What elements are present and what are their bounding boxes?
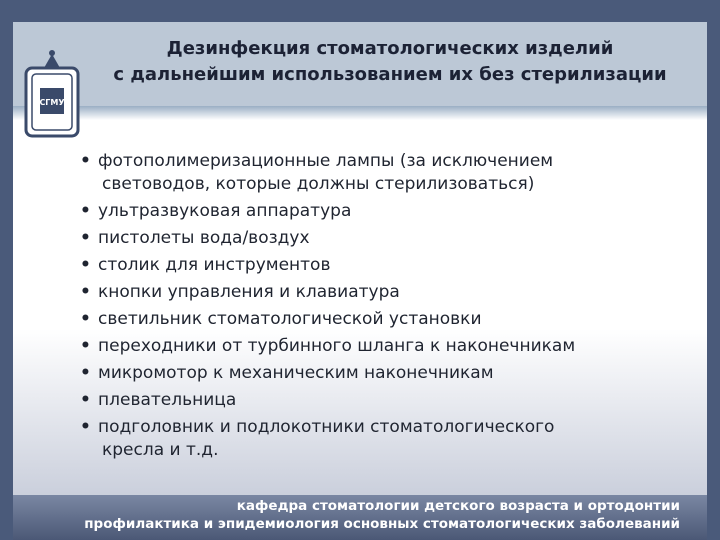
logo-text: СГМУ <box>39 98 65 107</box>
header-stripe <box>13 106 707 120</box>
item-text: микромотор к механическим наконечникам <box>98 363 494 383</box>
slide-title-line-2: с дальнейшим использованием их без стерилизации <box>113 64 667 85</box>
item-text-continuation: кресла и т.д. <box>102 440 219 460</box>
item-text-continuation: световодов, которые должны стерилизоваться) <box>102 174 535 194</box>
item-text: фотополимеризационные лампы (за исключением <box>98 151 554 171</box>
list-item <box>80 389 680 412</box>
list-item <box>80 416 680 462</box>
list-item <box>80 200 680 223</box>
footer-department: кафедра стоматологии детского возраста и ортодонтии <box>236 498 680 514</box>
frame-right <box>707 0 720 540</box>
item-list <box>80 150 680 466</box>
list-item <box>80 308 680 331</box>
bullet: • <box>80 390 91 410</box>
list-item <box>80 335 680 358</box>
item-text: кнопки управления и клавиатура <box>98 282 400 302</box>
item-text: светильник стоматологической установки <box>98 309 482 329</box>
item-text: ультразвуковая аппаратура <box>98 201 352 221</box>
slide-title-line-1: Дезинфекция стоматологических изделий <box>166 38 614 59</box>
bullet: • <box>80 282 91 302</box>
item-text: переходники от турбинного шланга к наконечникам <box>98 336 576 356</box>
list-item <box>80 227 680 250</box>
footer-subject: профилактика и эпидемиология основных стоматологических заболеваний <box>84 516 680 532</box>
item-text: пистолеты вода/воздух <box>98 228 310 248</box>
item-text: столик для инструментов <box>98 255 331 275</box>
list-item <box>80 281 680 304</box>
list-item <box>80 254 680 277</box>
bullet: • <box>80 417 91 437</box>
item-text: подголовник и подлокотники стоматологического <box>98 417 555 437</box>
list-item <box>80 150 680 196</box>
frame-left <box>0 0 13 540</box>
bullet: • <box>80 228 91 248</box>
frame-top <box>0 0 720 22</box>
bullet: • <box>80 309 91 329</box>
bullet: • <box>80 151 91 171</box>
item-text: плевательница <box>98 390 237 410</box>
bullet: • <box>80 336 91 356</box>
list-item <box>80 362 680 385</box>
bullet: • <box>80 255 91 275</box>
bullet: • <box>80 363 91 383</box>
university-crest-icon <box>22 48 82 140</box>
bullet: • <box>80 201 91 221</box>
